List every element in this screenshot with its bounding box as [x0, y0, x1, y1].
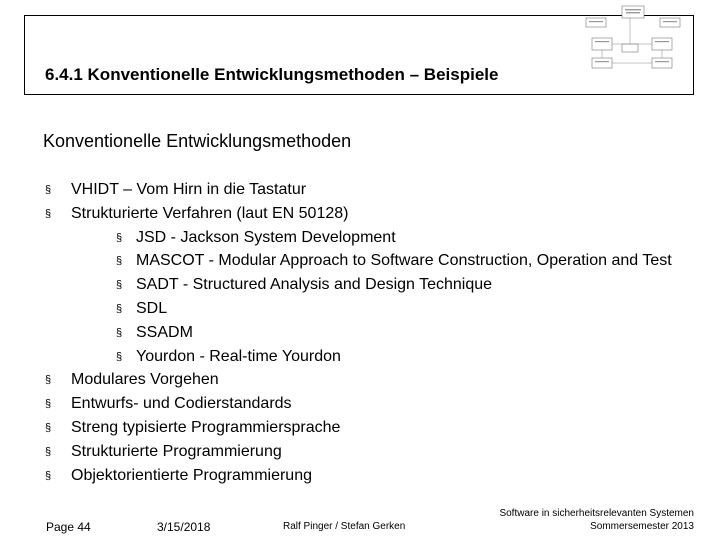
footer-course-line1: Software in sicherheitsrelevanten Systemen — [499, 508, 694, 519]
bullet-item — [0, 228, 720, 252]
footer-page-number: Page 44 — [46, 520, 91, 534]
bullet-marker: § — [116, 326, 123, 339]
footer-date: 3/15/2018 — [157, 520, 211, 534]
bullet-marker: § — [116, 231, 123, 244]
slide-title: 6.4.1 Konventionelle Entwicklungsmethoden – Beispiele — [45, 65, 499, 84]
bullet-item — [0, 251, 720, 275]
bullet-marker: § — [45, 207, 52, 220]
bullet-text: SSADM — [136, 323, 193, 341]
bullet-text: Yourdon - Real-time Yourdon — [136, 347, 341, 365]
bullet-marker: § — [45, 374, 52, 387]
bullet-text: Objektorientierte Programmierung — [71, 466, 312, 484]
bullet-text: Strukturierte Verfahren (laut EN 50128) — [71, 204, 349, 222]
bullet-text: MASCOT - Modular Approach to Software Construction, Operation and Test — [136, 252, 672, 270]
bullet-item — [0, 442, 720, 466]
process-diagram-thumbnail-icon — [582, 2, 686, 76]
bullet-item — [0, 394, 720, 418]
footer-author: Ralf Pinger / Stefan Gerken — [283, 521, 406, 532]
bullet-marker: § — [45, 422, 52, 434]
footer-course — [499, 507, 694, 533]
bullet-item — [0, 418, 720, 442]
bullet-item — [0, 347, 720, 371]
bullet-text: Entwurfs- und Codierstandards — [71, 395, 292, 413]
bullet-text: JSD - Jackson System Development — [136, 228, 396, 246]
bullet-marker: § — [45, 398, 52, 411]
bullet-text: Strukturierte Programmierung — [71, 442, 282, 460]
bullet-item — [0, 323, 720, 347]
bullet-item — [0, 180, 720, 204]
bullet-marker: § — [116, 303, 123, 315]
bullet-text: Modulares Vorgehen — [71, 371, 219, 389]
slide-subtitle: Konventionelle Entwicklungsmethoden — [43, 131, 352, 151]
bullet-item — [0, 204, 720, 228]
bullet-text: Streng typisierte Programmiersprache — [71, 419, 341, 436]
bullet-item — [0, 299, 720, 323]
bullet-item — [0, 275, 720, 299]
bullet-text: SADT - Structured Analysis and Design Technique — [136, 276, 493, 294]
bullet-text: VHIDT – Vom Hirn in die Tastatur — [71, 181, 307, 198]
bullet-marker: § — [45, 184, 52, 196]
bullet-text: SDL — [136, 300, 168, 317]
bullet-marker: § — [116, 279, 123, 292]
footer — [0, 500, 720, 540]
bullet-marker: § — [45, 469, 52, 482]
footer-course-line2: Sommersemester 2013 — [590, 521, 694, 532]
bullet-marker: § — [116, 350, 123, 363]
bullet-item — [0, 466, 720, 490]
bullet-item — [0, 370, 720, 394]
bullet-marker: § — [116, 255, 123, 268]
bullet-marker: § — [45, 445, 52, 458]
